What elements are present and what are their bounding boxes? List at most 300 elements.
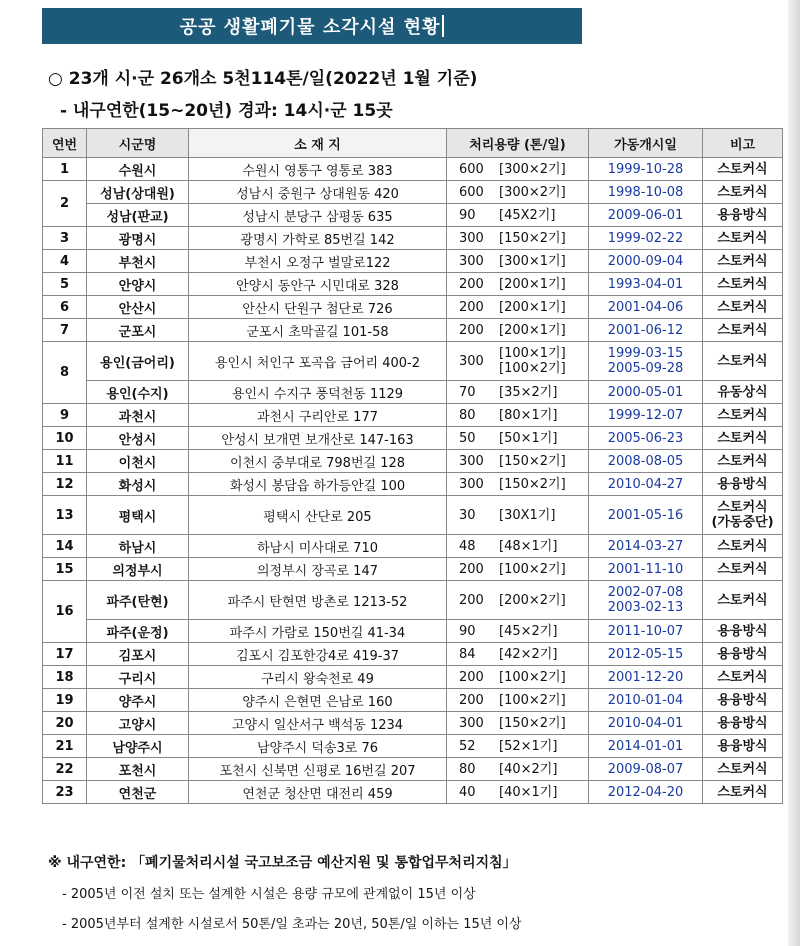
memo-text-2: (가동중단) [711,515,774,530]
cell-address: 의정부시 장곡로 147 [189,558,447,581]
memo-text: 스토커식 [717,592,768,608]
cell-city: 성남(상대원) [87,181,189,204]
table-row [43,689,783,712]
start-date: 1998-10-08 [607,184,684,200]
cell-city: 군포시 [87,319,189,342]
capacity-units: [150×2기] [499,453,566,469]
capacity-value: 52 [459,738,476,754]
capacity-units: [45X2기] [499,207,556,223]
start-date-2: 2003-02-13 [607,600,684,615]
cell-address: 성남시 중원구 상대원동 420 [189,181,447,204]
cell-capacity [447,643,589,666]
capacity-units: [42×2기] [499,646,558,662]
start-date: 2000-09-04 [607,253,684,269]
cell-start-date [589,666,703,689]
header-capacity: 처리용량 (톤/일) [447,129,589,158]
cell-city: 파주(운정) [87,620,189,643]
memo-text: 스토커식 [717,322,768,338]
capacity-value: 300 [459,715,484,731]
capacity-units: [150×2기] [499,230,566,246]
cell-start-date [589,250,703,273]
table-row [43,581,783,620]
table-row [43,758,783,781]
cell-memo [703,296,783,319]
cell-start-date [589,581,703,620]
cell-no: 2 [43,181,87,227]
cell-start-date [589,473,703,496]
memo-text: 용융방식 [717,715,768,731]
cell-address: 양주시 은현면 은남로 160 [189,689,447,712]
capacity-units: [300×1기] [499,253,566,269]
summary-line-1: ○ 23개 시·군 26개소 5천114톤/일(2022년 1월 기준) [48,69,478,89]
cell-address: 안양시 동안구 시민대로 328 [189,273,447,296]
cell-city: 평택시 [87,496,189,535]
start-date: 2002-07-08 [607,585,684,600]
start-date: 2012-05-15 [607,646,684,662]
start-date: 2000-05-01 [607,384,684,400]
capacity-units: [200×1기] [499,276,566,292]
table-row [43,181,783,204]
note-sub-2: - 2005년부터 설계한 시설로서 50톤/일 초과는 20년, 50톤/일 이하는 15년 이상 [62,917,522,932]
cell-memo [703,620,783,643]
memo-text: 용융방식 [717,476,768,492]
cell-start-date [589,296,703,319]
cell-memo [703,273,783,296]
start-date: 2001-11-10 [607,561,684,577]
start-date: 2008-08-05 [607,453,684,469]
start-date: 2012-04-20 [607,784,684,800]
cell-address: 연천군 청산면 대전리 459 [189,781,447,804]
table-row [43,781,783,804]
cell-start-date [589,450,703,473]
table-row [43,643,783,666]
cell-capacity [447,758,589,781]
capacity-units: [100×2기] [499,692,566,708]
cell-capacity [447,296,589,319]
capacity-units: [40×2기] [499,761,558,777]
cell-start-date [589,404,703,427]
table-row [43,450,783,473]
cell-city: 용인(수지) [87,381,189,404]
cell-memo [703,496,783,535]
memo-text: 스토커식 [717,161,768,177]
cell-capacity [447,381,589,404]
cell-capacity [447,666,589,689]
cell-no: 5 [43,273,87,296]
cell-memo [703,689,783,712]
cell-start-date [589,427,703,450]
cell-memo [703,781,783,804]
memo-text: 스토커식 [717,299,768,315]
cell-memo [703,666,783,689]
cell-memo [703,558,783,581]
cell-city: 김포시 [87,643,189,666]
cell-capacity [447,250,589,273]
capacity-units: [200×2기] [499,592,566,608]
cell-start-date [589,735,703,758]
table-row [43,158,783,181]
capacity-value: 80 [459,761,476,777]
memo-text: 스토커식 [717,538,768,554]
cell-start-date [589,181,703,204]
cell-start-date [589,496,703,535]
cell-memo [703,404,783,427]
table-row [43,296,783,319]
cell-no: 23 [43,781,87,804]
start-date: 2010-01-04 [607,692,684,708]
cell-city: 과천시 [87,404,189,427]
start-date: 2001-06-12 [607,322,684,338]
cell-capacity [447,181,589,204]
cell-memo [703,758,783,781]
capacity-value: 200 [459,692,484,708]
cell-city: 의정부시 [87,558,189,581]
table-header-row [43,129,783,158]
table-body [43,158,783,804]
cell-city: 이천시 [87,450,189,473]
cell-start-date [589,643,703,666]
capacity-value: 300 [459,253,484,269]
cell-address: 구리시 왕숙천로 49 [189,666,447,689]
cell-city: 수원시 [87,158,189,181]
cell-start-date [589,227,703,250]
capacity-units: [200×1기] [499,299,566,315]
capacity-value: 200 [459,669,484,685]
memo-text: 스토커식 [717,761,768,777]
cell-no: 6 [43,296,87,319]
cell-start-date [589,558,703,581]
capacity-value: 30 [459,507,476,523]
capacity-value: 600 [459,184,484,200]
header-no: 연번 [43,129,87,158]
cell-no: 4 [43,250,87,273]
cell-address: 용인시 처인구 포곡읍 금어리 400-2 [189,342,447,381]
header-city: 시군명 [87,129,189,158]
cell-no: 22 [43,758,87,781]
cell-no: 3 [43,227,87,250]
capacity-value: 200 [459,561,484,577]
cell-no: 19 [43,689,87,712]
cell-memo [703,227,783,250]
start-date: 1999-12-07 [607,407,684,423]
cell-memo [703,427,783,450]
capacity-units: [200×1기] [499,322,566,338]
cell-memo [703,250,783,273]
table-row [43,473,783,496]
cell-capacity [447,473,589,496]
memo-text: 스토커식 [717,784,768,800]
header-address: 소 재 지 [189,129,447,158]
table-row [43,620,783,643]
cell-address: 안산시 단원구 첨단로 726 [189,296,447,319]
table-row [43,319,783,342]
capacity-value: 50 [459,430,476,446]
cell-city: 하남시 [87,535,189,558]
capacity-units: [80×1기] [499,407,558,423]
table-row [43,712,783,735]
memo-text: 스토커식 [717,253,768,269]
memo-text: 스토커식 [717,453,768,469]
cell-memo [703,342,783,381]
start-date: 2001-05-16 [607,507,684,523]
cell-start-date [589,158,703,181]
cell-capacity [447,227,589,250]
cell-city: 성남(판교) [87,204,189,227]
cell-no: 11 [43,450,87,473]
cell-no: 13 [43,496,87,535]
header-memo: 비고 [703,129,783,158]
capacity-units: [100×2기] [499,561,566,577]
memo-text: 스토커식 [717,500,768,515]
cell-capacity [447,689,589,712]
memo-text: 스토커식 [717,276,768,292]
table-row [43,204,783,227]
cell-no: 16 [43,581,87,643]
capacity-value: 70 [459,384,476,400]
header-start-date: 가동개시일 [589,129,703,158]
cell-memo [703,158,783,181]
cell-no: 9 [43,404,87,427]
capacity-value: 84 [459,646,476,662]
table-row [43,250,783,273]
cell-capacity [447,342,589,381]
cell-start-date [589,381,703,404]
table-row [43,342,783,381]
capacity-value: 200 [459,322,484,338]
capacity-value: 48 [459,538,476,554]
cell-start-date [589,342,703,381]
table-row [43,427,783,450]
cell-capacity [447,404,589,427]
title-banner [42,8,582,44]
cell-capacity [447,735,589,758]
cell-address: 평택시 산단로 205 [189,496,447,535]
memo-text: 유동상식 [717,384,768,400]
page-edge [788,0,800,946]
table-row [43,227,783,250]
start-date: 2001-12-20 [607,669,684,685]
cell-capacity [447,158,589,181]
memo-text: 스토커식 [717,407,768,423]
cell-memo [703,319,783,342]
table-row [43,273,783,296]
cell-address: 하남시 미사대로 710 [189,535,447,558]
cell-memo [703,535,783,558]
memo-text: 용융방식 [717,623,768,639]
page-title: 공공 생활폐기물 소각시설 현황 [179,17,441,38]
cell-address: 파주시 탄현면 방촌로 1213-52 [189,581,447,620]
table-row [43,666,783,689]
capacity-value: 40 [459,784,476,800]
cell-address: 성남시 분당구 삼평동 635 [189,204,447,227]
capacity-units: [300×2기] [499,184,566,200]
capacity-units: [50×1기] [499,430,558,446]
summary-line-2: - 내구연한(15~20년) 경과: 14시·군 15곳 [60,101,393,121]
cell-city: 용인(금어리) [87,342,189,381]
table-row [43,496,783,535]
cell-city: 고양시 [87,712,189,735]
capacity-value: 300 [459,230,484,246]
cell-start-date [589,712,703,735]
table-row [43,381,783,404]
capacity-value: 600 [459,161,484,177]
start-date: 2005-06-23 [607,430,684,446]
facility-table [42,128,783,804]
capacity-value: 90 [459,623,476,639]
start-date: 1999-10-28 [607,161,684,177]
cell-address: 부천시 오정구 벌말로122 [189,250,447,273]
cell-memo [703,381,783,404]
start-date: 1999-02-22 [607,230,684,246]
cell-city: 구리시 [87,666,189,689]
memo-text: 용융방식 [717,692,768,708]
cell-city: 안성시 [87,427,189,450]
cell-start-date [589,535,703,558]
cell-memo [703,735,783,758]
cell-start-date [589,689,703,712]
cell-start-date [589,758,703,781]
start-date: 1999-03-15 [607,346,684,361]
start-date: 2010-04-01 [607,715,684,731]
cell-no: 21 [43,735,87,758]
cell-memo [703,643,783,666]
cell-capacity [447,204,589,227]
cell-capacity [447,319,589,342]
capacity-units: [52×1기] [499,738,558,754]
cell-city: 안산시 [87,296,189,319]
cell-address: 김포시 김포한강4로 419-37 [189,643,447,666]
cell-capacity [447,273,589,296]
cell-address: 포천시 신북면 신평로 16번길 207 [189,758,447,781]
capacity-value: 300 [459,353,484,369]
cell-no: 18 [43,666,87,689]
table-row [43,404,783,427]
note-sub-1: - 2005년 이전 설치 또는 설계한 시설은 용량 규모에 관계없이 15년 이상 [62,887,476,902]
cell-city: 광명시 [87,227,189,250]
cell-address: 용인시 수지구 풍덕천동 1129 [189,381,447,404]
cell-no: 17 [43,643,87,666]
cell-start-date [589,781,703,804]
cell-city: 안양시 [87,273,189,296]
cell-start-date [589,204,703,227]
capacity-units: [48×1기] [499,538,558,554]
capacity-value: 200 [459,592,484,608]
table-row [43,558,783,581]
table-row [43,735,783,758]
capacity-units: [100×2기] [499,669,566,685]
capacity-units: [300×2기] [499,161,566,177]
cell-address: 군포시 초막골길 101-58 [189,319,447,342]
cell-address: 이천시 중부대로 798번길 128 [189,450,447,473]
memo-text: 스토커식 [717,353,768,369]
cell-address: 남양주시 덕송3로 76 [189,735,447,758]
capacity-units: [40×1기] [499,784,558,800]
start-date: 2009-06-01 [607,207,684,223]
cell-capacity [447,712,589,735]
capacity-value: 200 [459,299,484,315]
cell-city: 남양주시 [87,735,189,758]
capacity-value: 200 [459,276,484,292]
cell-address: 고양시 일산서구 백석동 1234 [189,712,447,735]
memo-text: 스토커식 [717,184,768,200]
cell-memo [703,712,783,735]
memo-text: 스토커식 [717,230,768,246]
cell-no: 7 [43,319,87,342]
cell-capacity [447,558,589,581]
cell-memo [703,473,783,496]
start-date: 1993-04-01 [607,276,684,292]
memo-text: 스토커식 [717,561,768,577]
cell-address: 광명시 가학로 85번길 142 [189,227,447,250]
cell-capacity [447,450,589,473]
capacity-value: 300 [459,476,484,492]
cell-capacity [447,781,589,804]
cell-memo [703,181,783,204]
cell-memo [703,581,783,620]
cell-no: 8 [43,342,87,404]
start-date-2: 2005-09-28 [607,361,684,376]
cell-no: 15 [43,558,87,581]
capacity-units: [100×1기] [499,346,566,361]
cell-city: 양주시 [87,689,189,712]
memo-text: 용융방식 [717,646,768,662]
memo-text: 스토커식 [717,430,768,446]
cell-address: 화성시 봉담읍 하가등안길 100 [189,473,447,496]
capacity-units: [35×2기] [499,384,558,400]
capacity-units-2: [100×2기] [499,361,566,376]
note-main: ※ 내구연한: 「폐기물처리시설 국고보조금 예산지원 및 통합업무처리지침」 [48,855,517,871]
start-date: 2011-10-07 [607,623,684,639]
cell-no: 12 [43,473,87,496]
cell-city: 연천군 [87,781,189,804]
capacity-value: 300 [459,453,484,469]
cell-city: 파주(탄현) [87,581,189,620]
cell-city: 부천시 [87,250,189,273]
cell-capacity [447,535,589,558]
cell-address: 안성시 보개면 보개산로 147-163 [189,427,447,450]
capacity-units: [150×2기] [499,476,566,492]
cell-start-date [589,273,703,296]
cell-memo [703,450,783,473]
cell-no: 14 [43,535,87,558]
capacity-value: 80 [459,407,476,423]
cell-address: 파주시 가람로 150번길 41-34 [189,620,447,643]
cell-city: 화성시 [87,473,189,496]
cell-address: 수원시 영통구 영통로 383 [189,158,447,181]
capacity-value: 90 [459,207,476,223]
start-date: 2014-03-27 [607,538,684,554]
start-date: 2001-04-06 [607,299,684,315]
cell-start-date [589,319,703,342]
cell-no: 1 [43,158,87,181]
cell-capacity [447,581,589,620]
table-row [43,535,783,558]
cell-start-date [589,620,703,643]
text-cursor [442,15,444,37]
memo-text: 용융방식 [717,738,768,754]
start-date: 2009-08-07 [607,761,684,777]
cell-address: 과천시 구리안로 177 [189,404,447,427]
start-date: 2010-04-27 [607,476,684,492]
cell-memo [703,204,783,227]
cell-capacity [447,496,589,535]
cell-capacity [447,427,589,450]
cell-no: 10 [43,427,87,450]
memo-text: 스토커식 [717,669,768,685]
start-date: 2014-01-01 [607,738,684,754]
memo-text: 용융방식 [717,207,768,223]
capacity-units: [30X1기] [499,507,556,523]
